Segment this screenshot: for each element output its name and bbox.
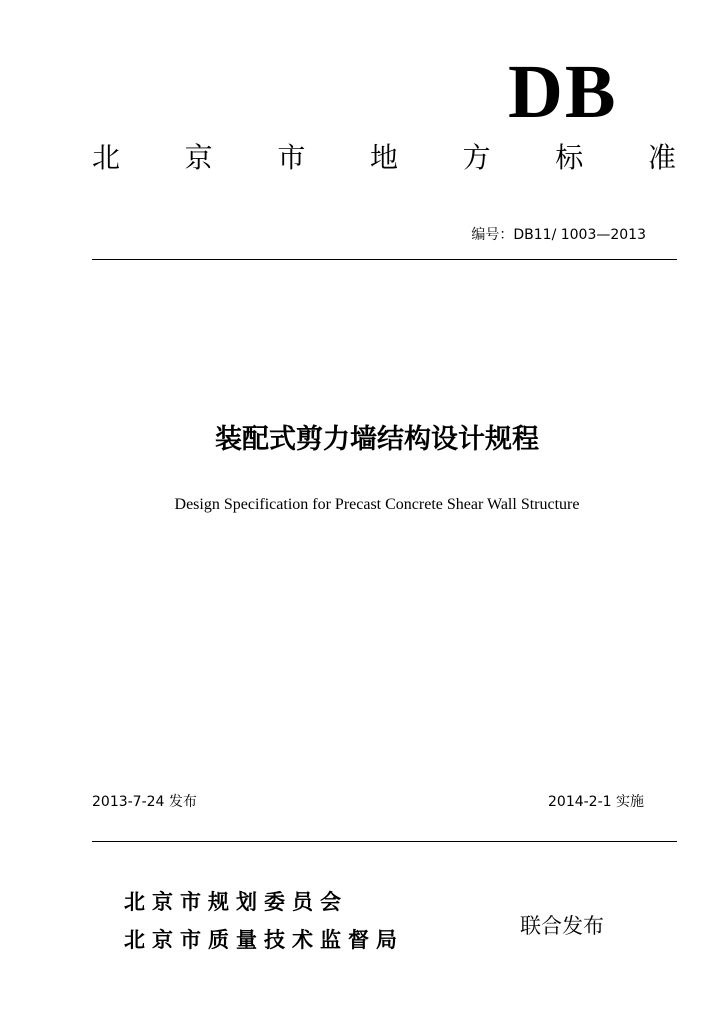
standard-type-char: 标 (555, 141, 584, 174)
top-divider (92, 259, 677, 260)
issuer-planning-commission: 北京市规划委员会 (124, 890, 348, 914)
implement-date: 2014-2-1 实施 (548, 794, 644, 810)
document-title-english: Design Specification for Precast Concrete Shear Wall Structure (174, 496, 580, 513)
standard-number: 编号：DB11/ 1003—2013 (471, 227, 646, 243)
publish-date: 2013-7-24 发布 (92, 794, 197, 810)
standard-type-char: 准 (647, 141, 676, 174)
db-logo: DB (508, 50, 618, 134)
standard-type-char: 北 (92, 141, 121, 174)
standard-type-heading (92, 140, 676, 176)
standard-type-char: 京 (184, 141, 213, 174)
joint-issue-label: 联合发布 (520, 914, 604, 938)
bottom-divider (92, 841, 677, 842)
document-title-chinese: 装配式剪力墙结构设计规程 (215, 424, 539, 455)
standard-type-char: 地 (369, 141, 398, 174)
standard-type-char: 市 (277, 141, 306, 174)
standard-type-char: 方 (462, 141, 491, 174)
issuer-quality-bureau: 北京市质量技术监督局 (124, 928, 404, 952)
